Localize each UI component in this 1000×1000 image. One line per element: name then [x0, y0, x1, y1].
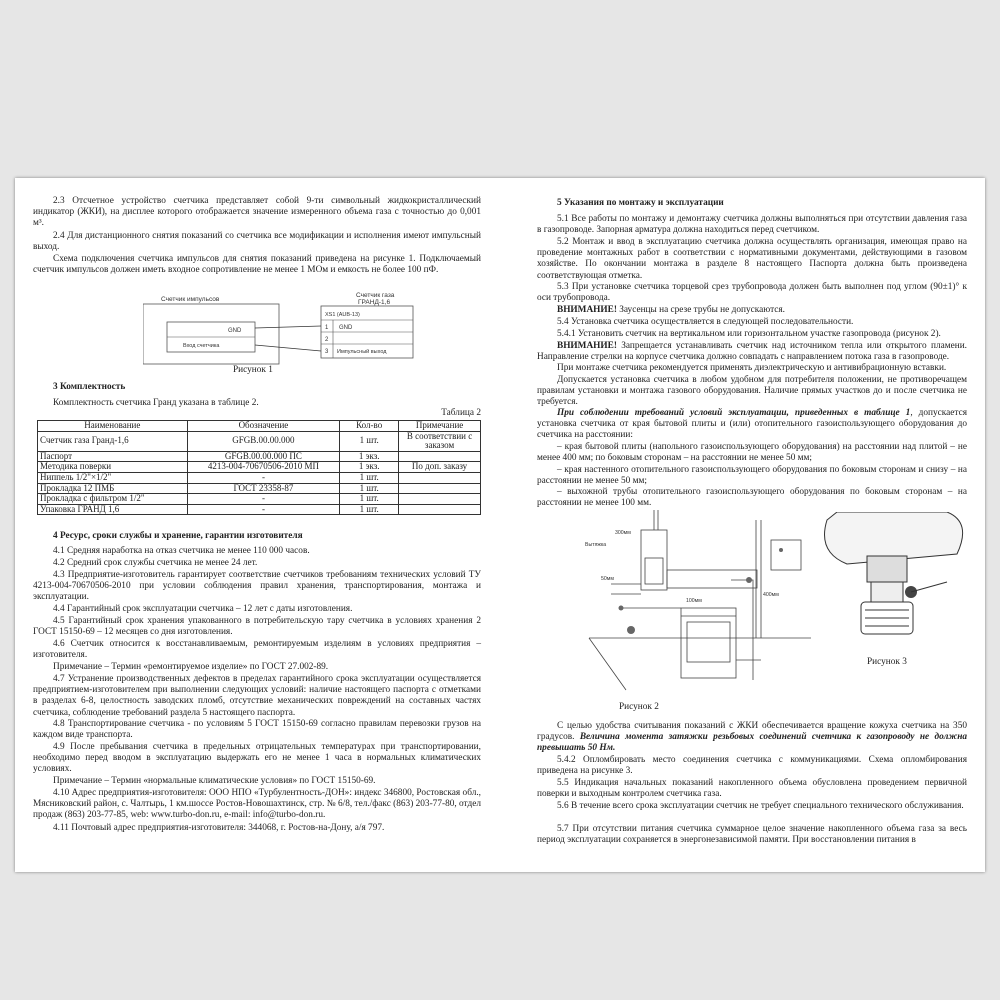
- fig2-dim-400: 400мм: [763, 592, 779, 598]
- table-cell: GFGB.00.00.000 ПС: [187, 451, 340, 462]
- warning-2-text: Запрещается устанавливать счетчик над источником тепла или открытого пламени. Направление стрелки на корпусе счетчика должно совпадать с направлением потока газа в газопроводе.: [537, 341, 967, 363]
- para-4-9: 4.9 После пребывания счетчика в предельных отрицательных температурах при транспортировании, необходимо перед вводом в эксплуатацию выдержать его не менее 1 часа в нормальных климатических условиях.: [33, 742, 481, 775]
- table-cell: В соответствии с заказом: [399, 431, 481, 451]
- section-4-title: 4 Ресурс, сроки службы и хранение, гарантии изготовителя: [53, 531, 303, 541]
- table-cell: Методика поверки: [38, 462, 188, 473]
- table-row: [38, 483, 481, 494]
- section-3-title: 3 Комплектность: [53, 382, 126, 392]
- para-2-4: 2.4 Для дистанционного снятия показаний со счетчика все модификации и исполнения имеют импульсный выход.: [33, 231, 481, 253]
- para-5-2: 5.2 Монтаж и ввод в эксплуатацию счетчика должна осуществлять организация, имеющая право на проведение монтажных работ в соответствии с нормативными документами, действующими в газовом хозяйстве. По окончании монтажа в разделе 8 настоящего Паспорта должна быть произведена соответствующая отметка.: [537, 237, 967, 281]
- distance-item-3: – выхожной трубы отопительного газоиспользующего оборудования по боковым сторонам – на расстоянии не менее 100 мм.: [537, 487, 967, 509]
- figure-1-caption: Рисунок 1: [233, 365, 273, 375]
- table-row: [38, 451, 481, 462]
- figure-3-sealing-drawing: [807, 512, 972, 652]
- passport-spread: [15, 178, 985, 872]
- connector-label: XS1 (AUB-13): [325, 312, 360, 318]
- table-row: [38, 431, 481, 451]
- para-2-3: 2.3 Отсчетное устройство счетчика представляет собой 9-ти символьный жидкокристаллический индикатор (ЖКИ), на дисплее которого отображается значение измеренного объема газа с точностью до 0,001 м³.: [33, 196, 481, 229]
- table-2: [37, 420, 481, 515]
- para-5-5: 5.5 Индикация начальных показаний накопленного объема обусловлена проведением первичной поверки и выходным контролем счетчика газа.: [537, 778, 967, 800]
- warning-1-label: ВНИМАНИЕ!: [557, 305, 617, 315]
- table-cell: Прокладка 12 ПМБ: [38, 483, 188, 494]
- table-cell: -: [187, 494, 340, 505]
- para-4-10: 4.10 Адрес предприятия-изготовителя: ООО НПО «Турбулентность-ДОН»: индекс 346800, Ростовская обл., Мясниковский район, с. Чалтырь, 1 км.шоссе Ростов-Новошахтинск, стр. № 6/8, тел./факс (863) 203-77-80, отдел продаж (863) 203-77-85, web: www.turbo-don.ru, e-mail: info@turbo-don.ru.: [33, 788, 481, 821]
- gas-meter-label: Счетчик газа: [356, 292, 395, 299]
- torque-emphasis: Величина момента затяжки резьбовых соединений счетчика к газопроводу не должна превышать 50 Нм.: [537, 732, 967, 754]
- fig2-dim-50: 50мм: [601, 576, 614, 582]
- table-cell: [399, 472, 481, 483]
- table-cell: 1 экз.: [340, 451, 399, 462]
- para-4-9-note: Примечание – Термин «нормальные климатические условия» по ГОСТ 15150-69.: [53, 776, 376, 786]
- fig2-dim-100: 100мм: [686, 598, 702, 604]
- para-5-4: 5.4 Установка счетчика осуществляется в следующей последовательности.: [557, 317, 854, 327]
- rotation-text: С целью удобства считывания показаний с ЖКИ обеспечивается вращение кожуха счетчика на 350 градусов.: [537, 721, 967, 743]
- table-row: [38, 472, 481, 483]
- para-4-8: 4.8 Транспортирование счетчика - по условиям 5 ГОСТ 15150-69 согласно правилам перевозки грузов на каждом виде транспорта.: [33, 719, 481, 741]
- para-5-7: 5.7 При отсутствии питания счетчика суммарное целое значение накопленного объема газа за весь период эксплуатации сохраняется в энергонезависимой памяти. При восстановлении питания в: [537, 824, 967, 846]
- para-4-5: 4.5 Гарантийный срок хранения упакованного в потребительскую тару счетчика в условиях хранения 2 ГОСТ 15150-69 – 12 месяцев со дня изготовления.: [33, 616, 481, 638]
- warning-2: [537, 341, 967, 363]
- para-conditions: [537, 408, 967, 442]
- warning-1-text: Заусенцы на срезе трубы не допускаются.: [616, 305, 785, 315]
- para-4-2: 4.2 Средний срок службы счетчика не менее 24 лет.: [53, 558, 258, 568]
- table-cell: Упаковка ГРАНД 1,6: [38, 504, 188, 515]
- para-5-3: 5.3 При установке счетчика торцевой срез трубопровода должен быть выполнен под углом (90±1)° к оси трубопровода.: [537, 282, 967, 304]
- table-cell: 4213-004-70670506-2010 МП: [187, 462, 340, 473]
- figure-3-caption: Рисунок 3: [867, 657, 907, 667]
- figure-2-caption: Рисунок 2: [619, 702, 659, 712]
- table-header-row: [38, 421, 481, 432]
- gas-meter-model: ГРАНД-1,6: [358, 299, 391, 306]
- para-4-11: 4.11 Почтовый адрес предприятия-изготовителя: 344068, г. Ростов-на-Дону, а/я 797.: [53, 823, 385, 833]
- table-cell: Прокладка с фильтром 1/2": [38, 494, 188, 505]
- para-scheme: Схема подключения счетчика импульсов для снятия показаний приведена на рисунке 1. Подключаемый счетчик импульсов должен иметь входное сопротивление не менее 1 МОм и емкость не более 100 пФ.: [33, 254, 481, 276]
- table-cell: [399, 483, 481, 494]
- table-row: [38, 504, 481, 515]
- table-row: [38, 494, 481, 505]
- pin-3: 3: [325, 349, 329, 355]
- distance-item-1: – края бытовой плиты (напольного газоиспользующего оборудования) на расстоянии над плитой – не менее 400 мм; по боковым сторонам – на расстоянии не менее 50 мм;: [537, 442, 967, 464]
- pin-gnd-label: GND: [339, 325, 353, 331]
- warning-2-label: ВНИМАНИЕ!: [557, 341, 617, 351]
- pin-1: 1: [325, 325, 329, 331]
- para-rotation: [537, 721, 967, 755]
- section-3-intro: Комплектность счетчика Гранд указана в таблице 2.: [53, 398, 259, 408]
- para-dielectric: При монтаже счетчика рекомендуется применять диэлектрическую и антивибрационную вставки.: [557, 363, 947, 373]
- table-cell: Паспорт: [38, 451, 188, 462]
- para-4-4: 4.4 Гарантийный срок эксплуатации счетчика – 12 лет с даты изготовления.: [53, 604, 353, 614]
- pin-out-label: Импульсный выход: [337, 349, 387, 355]
- table-cell: ГОСТ 23358-87: [187, 483, 340, 494]
- table-cell: 1 шт.: [340, 504, 399, 515]
- table-cell: Ниппель 1/2"×1/2": [38, 472, 188, 483]
- fig2-vent-label: Вытяжка: [585, 542, 607, 548]
- fig2-dim-300: 300мм: [615, 530, 631, 536]
- para-position: Допускается установка счетчика в любом удобном для потребителя положении, не противоречащем правилам установки и монтажа газового оборудования. Наличие прямых участков до и после счетчика не требуется.: [537, 375, 967, 408]
- table-cell: 1 шт.: [340, 472, 399, 483]
- table-cell: [399, 504, 481, 515]
- table-header: Наименование: [38, 421, 188, 432]
- section-5-title: 5 Указания по монтажу и эксплуатации: [557, 198, 724, 208]
- table-2-caption: Таблица 2: [441, 408, 481, 418]
- para-5-6: 5.6 В течение всего срока эксплуатации счетчик не требует специального технического обслуживания.: [557, 801, 964, 811]
- figure-1-wiring-diagram: [143, 290, 423, 370]
- para-5-1: 5.1 Все работы по монтажу и демонтажу счетчика должны выполняться при отсутствии давления газа в газопроводе. Запорная арматура должна находиться перед счетчиком.: [537, 214, 967, 236]
- para-5-4-2: 5.4.2 Опломбировать место соединения счетчика с коммуникациями. Схема опломбирования приведена на рисунке 3.: [537, 755, 967, 777]
- table-header: Примечание: [399, 421, 481, 432]
- table-cell: -: [187, 472, 340, 483]
- distance-item-2: – края настенного отопительного газоиспользующего оборудования по боковым сторонам и снизу – на расстоянии не менее 50 мм;: [537, 465, 967, 487]
- table-cell: 1 шт.: [340, 431, 399, 451]
- para-4-7: 4.7 Устранение производственных дефектов в пределах гарантийного срока эксплуатации осуществляется предприятием-изготовителем при выполнении следующих условий: наличие настоящего паспорта с отметками в разделах 6-8, целостность заводских пломб, отсутствие механических повреждений на составных частях счетчика, соблюдение требований раздела 5 настоящего паспорта.: [33, 674, 481, 718]
- para-4-3: 4.3 Предприятие-изготовитель гарантирует соответствие счетчиков требованиям технических условий ТУ 4213-004-70670506-2010 при условии соблюдения правил хранения, транспортирования, монтажа и эксплуатации.: [33, 570, 481, 603]
- para-5-4-1: 5.4.1 Установить счетчик на вертикальном или горизонтальном участке газопровода (рисунок 2).: [557, 329, 941, 339]
- conditions-emphasis: При соблюдении требований условий эксплуатации, приведенных в таблице 1: [557, 408, 911, 418]
- table-header: Обозначение: [187, 421, 340, 432]
- input-label: Вход счетчика: [183, 343, 220, 349]
- table-cell: -: [187, 504, 340, 515]
- table-cell: Счетчик газа Гранд-1,6: [38, 431, 188, 451]
- table-cell: GFGB.00.00.000: [187, 431, 340, 451]
- para-4-1: 4.1 Средняя наработка на отказ счетчика не менее 110 000 часов.: [53, 546, 310, 556]
- table-header: Кол-во: [340, 421, 399, 432]
- table-cell: [399, 494, 481, 505]
- conditions-rest: , допускается установка счетчика от края бытовой плиты и (или) отопительного газоиспользующего оборудования до счетчика на расстоянии:: [537, 408, 967, 441]
- table-cell: 1 шт.: [340, 494, 399, 505]
- para-4-6-note: Примечание – Термин «ремонтируемое изделие» по ГОСТ 27.002-89.: [53, 662, 329, 672]
- table-cell: [399, 451, 481, 462]
- table-cell: 1 шт.: [340, 483, 399, 494]
- pin-2: 2: [325, 337, 329, 343]
- table-cell: По доп. заказу: [399, 462, 481, 473]
- table-row: [38, 462, 481, 473]
- pulse-counter-label: Счетчик импульсов: [161, 296, 220, 303]
- gnd-label: GND: [228, 328, 242, 334]
- figure-2-installation-drawing: [581, 510, 811, 700]
- warning-1: [537, 305, 967, 316]
- table-cell: 1 экз.: [340, 462, 399, 473]
- para-4-6: 4.6 Счетчик относится к восстанавливаемым, ремонтируемым изделиям в условиях предприятия – изготовителя.: [33, 639, 481, 661]
